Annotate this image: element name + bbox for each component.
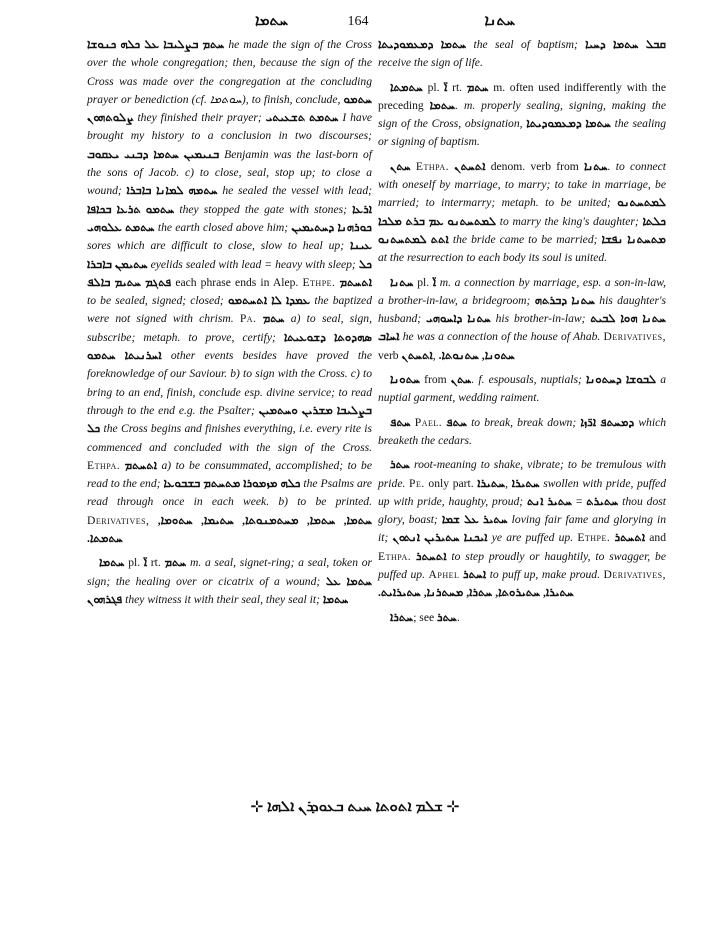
definition-text: receive the sign of life. (378, 56, 483, 70)
definition-text: his brother-in-law; (490, 312, 591, 326)
definition-text: a) to be consummated, accomplished; to be read to the end; (87, 458, 372, 491)
syriac-term: ܐܝܟܢܐ ܚܬܝܪܝܢ ܐܢܬܘܢ (392, 531, 488, 545)
syriac-term: ܣܗܕܘܬܐ ܕܫܘܥܝܬܐ ܐܚܪܢܝܬܐ ܚܬܡܘ (87, 330, 372, 363)
syriac-term: ܚܬܝܪܐ (511, 476, 540, 490)
definition-text: thou dost glory, boast; (378, 494, 666, 527)
syriac-term: ܥܝܢܐ ܚܬܝܡܢ ܒܐܒܪܐ (87, 239, 372, 271)
syriac-term: ܒܢܝܡܝܢ ܚܬܡܐ ܕܒܢܝ ܝܥܩܘܒ (87, 147, 220, 161)
entry-paragraph (378, 414, 666, 451)
definition-text: . (456, 610, 460, 624)
syriac-term: ܠܒܘܫܐ ܕܚܬܘܢܐ (585, 373, 657, 387)
running-head-right: ܚܬܢܐ (484, 13, 515, 29)
grammar-label: Aphel (428, 568, 460, 582)
definition-text: pl. (124, 556, 144, 570)
grammar-label: Pa. (239, 312, 257, 326)
definition-text: m. a connection by marriage, esp. a son-in-law, a brother-in-law, a bridegroom; (378, 275, 667, 307)
left-column (87, 36, 372, 615)
entry-paragraph (87, 554, 372, 609)
definition-text: he made the sign of the Cross over the whole congregation; then, because the sign of the Cross was made over the congregation at the concluding prayer or benediction (cf. ܚܘܬܡܐ), to finish, conclude, (87, 38, 372, 106)
definition-text: the earth closed above him; (154, 220, 292, 234)
definition-text: they stopped the gate with stones; (174, 202, 353, 216)
syriac-term: ܚܬܢܐ ܗܘܐ ܠܒܝܬ ܐܚܐܒ (378, 312, 666, 344)
syriac-term: ܚܬܢܐ ܕܒܪܬܗ (534, 293, 595, 307)
colophon-syriac-text: ܫܠܡ ܐܬܘܬܐ ܚܝܬ ܒܥܘܕܪܢ ܐܠܗܐ (266, 799, 444, 815)
syriac-term: ܟܠ ܦܬܓܡ ܚܬܝܡ ܒܐܠܦ (87, 257, 372, 289)
syriac-term: ܚܬܡܗ ܠܡܐܢܐ ܒܐܒܪܐ (126, 184, 218, 198)
entry-paragraph (378, 274, 666, 365)
syriac-term: ܚܬܢ (450, 373, 472, 387)
syriac-term: ܐܬܚܬܪ (614, 531, 646, 545)
syriac-term: ܚܬܢܐ ܕܐܚܘܗܝ (426, 312, 491, 326)
definition-text: the Cross begins and finishes everything, i.e. every rite is commenced and concluded with the sign of the Cross. (87, 422, 372, 454)
syriac-headword: ܚܬܢ (390, 159, 411, 173)
definition-text: ; see (413, 610, 438, 624)
syriac-term: ܐ̈ (432, 275, 437, 289)
entry-paragraph (378, 79, 666, 152)
definition-text: his daughter's husband; (378, 293, 666, 326)
definition-text: the baptized were not signed with chrism. (87, 294, 372, 326)
definition-text: I have brought my history to a conclusion in two discourses; (87, 111, 373, 143)
syriac-term: ܐܬܚܬܪ (416, 549, 447, 563)
syriac-term: ܥܡܕܐ ܠܐ ܐܬܚܬܡܘ (227, 294, 311, 308)
definition-text: the seal of baptism; (466, 38, 586, 51)
definition-text: verb (378, 348, 402, 362)
syriac-term: ܚܬܡܐ (322, 592, 349, 606)
syriac-term: ܚܬܡܬ ܬܫܥܝܬܝ (265, 111, 339, 125)
definition-text: . m. properly sealing, signing, making the sign of the Cross, obsignation, (378, 98, 667, 131)
syriac-term: ܚܬܡܐ ܕܡܥܡܘܕܝܬܐ (378, 38, 467, 51)
definition-text: only part. (424, 476, 478, 490)
grammar-label: Ethpe. (302, 275, 336, 289)
syriac-term: ܒܨܠܝܒܐ ܡܫܪܝܢ ܘܚܬܡܝܢ ܟܠ (87, 403, 372, 436)
syriac-term: ܐܬܚܬܡ (124, 458, 158, 472)
syriac-term: ܟܘܪܗܢܐ ܕܚܬܝܡܝܢ (291, 220, 372, 234)
definition-text: to be sealed, signed; closed; (87, 294, 228, 308)
definition-text: rt. (147, 556, 165, 570)
syriac-term: ܟܠܬܐ ܐܬܬ ܠܡܬܚܬܢܘ (378, 214, 666, 246)
definition-text: eyelids sealed with lead = heavy with sleep; (147, 257, 359, 271)
definition-text: he sealed the vessel with lead; (217, 184, 372, 198)
syriac-headword: ܚܬܡܬܐ (390, 80, 423, 94)
definition-text: which breaketh the cedars. (378, 415, 667, 447)
syriac-term: ܚܬܝܪܐ, ܚܬܝܪܘܬܐ, ܚܬܪܐ, ܡܚܬܪܢܐ, ܚܬܝܪܐܝܬ. (378, 586, 574, 600)
grammar-label: Ethpe. (577, 531, 611, 545)
entry-paragraph (378, 371, 666, 408)
syriac-term: ܚܬܝܪܐ (477, 476, 506, 490)
syriac-headword: ܚܬܪ (390, 458, 410, 472)
syriac-term: ܐܬܚܬܢ (454, 159, 486, 173)
syriac-term: ܚܬܡܐ ܕܡܥܡܘܕܝܬܐ (526, 117, 611, 131)
definition-text: the sealing or signing of baptism. (378, 117, 667, 149)
definition-text: . to connect with oneself by marriage, to marry; to take in marriage, be married; to intermarry; metaph. to be united; (378, 159, 667, 210)
syriac-term: ܚܬܡܘ ܨܠܘܬܗܘܢ (87, 92, 372, 125)
syriac-term: ܚܬܝܪ ܐܢܬ (527, 494, 572, 508)
syriac-term: ܚܬܡ (262, 312, 285, 326)
syriac-term: ܐܪܥܐ ܚܬܡܬ ܥܠܘܗܝ (87, 202, 372, 234)
syriac-headword: ܚܬܪܐ (390, 610, 414, 624)
definition-text: at the resurrection to each body its soul is united. (378, 251, 608, 265)
syriac-term: ܐܬܚܬܡ (339, 275, 372, 289)
definition-text: they finished their prayer; (133, 111, 266, 125)
syriac-term: ܐܚܬܪ (462, 568, 487, 582)
grammar-label: Derivatives, (603, 568, 666, 582)
entry-paragraph (378, 36, 666, 73)
syriac-term: ܟܠܗ ܡܙܡܘܪܐ ܡܬܚܬܡ ܒܫܒܘܥܐ (163, 477, 301, 491)
syriac-term: ܚܬܝܪܬ (586, 494, 619, 508)
grammar-label: Derivatives, (603, 330, 666, 344)
syriac-term: ܚܬܦ (446, 415, 467, 429)
definition-text: the bride came to be married; (448, 232, 602, 246)
definition-text: loving fair fame and glorying in it; (378, 513, 666, 545)
definition-text: , (505, 476, 512, 490)
right-column (378, 36, 666, 633)
entry-paragraph (87, 36, 372, 548)
definition-text: sores which are difficult to close, slow to heal up; (87, 239, 350, 253)
definition-text: root-meaning to shake, vibrate; to be tremulous with pride. (378, 458, 666, 490)
definition-text: from (420, 373, 451, 387)
definition-text: the Psalms are read through once in each week. b) to be printed. (87, 477, 372, 509)
definition-text: to step proudly or haughtily, to swagger, be puffed up. (378, 549, 666, 582)
definition-text: each phrase ends in Alep. (171, 275, 303, 289)
syriac-term: ܕܡܚܬܦ ܐܪ̈ܙܐ (580, 415, 635, 429)
syriac-term: ܠܡܬܚܬܢܘ ܥܡ ܒܪܬ ܡܠܟܐ (378, 214, 497, 228)
definition-text: ye are puffed up. (487, 531, 578, 545)
definition-text: . f. espousals, nuptials; (471, 373, 586, 387)
syriac-term: ܡܬܚܬܢܐ ܢܦܫܐ (601, 232, 667, 246)
syriac-term: ܐܬܚܬܢ (401, 348, 433, 362)
syriac-term: ܚܬܪ (437, 610, 457, 624)
running-head-left: ܚܬܡܐ (254, 13, 288, 29)
definition-text: , (432, 348, 439, 362)
definition-text: swollen with pride, puffed up with pride, haughty, proud; (378, 476, 667, 508)
entry-paragraph (378, 158, 666, 268)
definition-text: m. often used indifferently with the preceding (378, 80, 667, 112)
grammar-label: Derivatives, (87, 513, 150, 527)
page-number: 164 (347, 14, 369, 29)
syriac-term: ܚܬܡܘ ܬܪܥܐ ܒܟܐܦܐ (87, 202, 175, 216)
grammar-label: Ethpa. (415, 159, 449, 173)
ornament-right: ⊹ (443, 799, 460, 815)
syriac-term: ܚܬܢܐ (584, 159, 608, 173)
definition-text: m. a seal, signet-ring; a seal, token or sign; the healing over or cicatrix of a wound; (87, 556, 373, 588)
syriac-headword: ܚܬܢܐ (390, 275, 414, 289)
grammar-label: Pael. (414, 415, 443, 429)
definition-text: and (645, 531, 667, 545)
syriac-term: ܩܒܠ ܚܬܡܐ ܕܚܝܐ (585, 38, 666, 51)
definition-text: to puff up, make proud. (486, 568, 604, 582)
syriac-term: ܚܬܡܐ, ܚܬܡܐ, ܡܚܬܡܢܘܬܐ, ܚܬܝܡܐ, ܚܬܘܡܐ, ܚܬܡܬܐ. (87, 513, 373, 546)
definition-text: pl. (413, 275, 433, 289)
ornament-left: ⊹ (250, 799, 267, 815)
definition-text: = (571, 494, 587, 508)
syriac-term: ܚܬܡܐ ܥܠ ܦܓܪܗܘܢ (87, 574, 372, 606)
grammar-label: Ethpa. (87, 458, 121, 472)
syriac-term: ܐ̈ (143, 556, 148, 570)
syriac-term: ܚܬܡܐ (429, 98, 456, 112)
definition-text: rt. (447, 80, 467, 94)
syriac-term: ܚܬܡ (164, 556, 187, 570)
syriac-term: ܚܬܡ (466, 80, 489, 94)
definition-text: Benjamin was the last-born of the sons of Jacob. c) to close, seal, stop up; to close a wound; (87, 147, 372, 198)
syriac-headword: ܚܬܘܢܐ (390, 373, 421, 387)
end-of-letter-colophon (150, 797, 560, 817)
syriac-term: ܚܬܘܢܐ, ܚܬܢܘܬܐ. (438, 348, 515, 362)
definition-text: other events besides have proved the foreknowledge of our Saviour. b) to sign with the Cross. c) to bring to an end, finish, conclude esp. divine service; to read through to the end e.g. the Psalter; (87, 349, 372, 417)
syriac-term: ܠܡܬܚܬܢܘ (617, 196, 666, 210)
syriac-term: ܚܬܝܪ ܥܠ ܫܡܐ (441, 513, 508, 527)
syriac-term: ܐ̈ (444, 80, 448, 94)
grammar-label: Pe. (409, 476, 425, 490)
syriac-headword: ܚܬܦ (390, 415, 411, 429)
definition-text: they witness it with their seal, they seal it; (122, 592, 323, 606)
syriac-term: ܚܬܡ ܒܨܠܝܒܐ ܥܠ ܟܠܗ ܟܢܘܫܐ (87, 38, 225, 51)
definition-text: a nuptial garment, wedding raiment. (378, 373, 667, 405)
definition-text: to marry the king's daughter; (496, 214, 643, 228)
definition-text: he was a connection of the house of Ahab. (399, 330, 604, 344)
definition-text: to break, break down; (466, 415, 581, 429)
grammar-label: Ethpa. (378, 549, 412, 563)
definition-text: denom. verb from (485, 159, 585, 173)
definition-text: a) to seal, sign, subscribe; metaph. to prove, certify; (87, 312, 372, 344)
syriac-headword: ܚܬܡܐ (99, 556, 125, 570)
entry-paragraph (378, 456, 666, 602)
definition-text: pl. (422, 80, 445, 94)
entry-paragraph (378, 609, 666, 627)
